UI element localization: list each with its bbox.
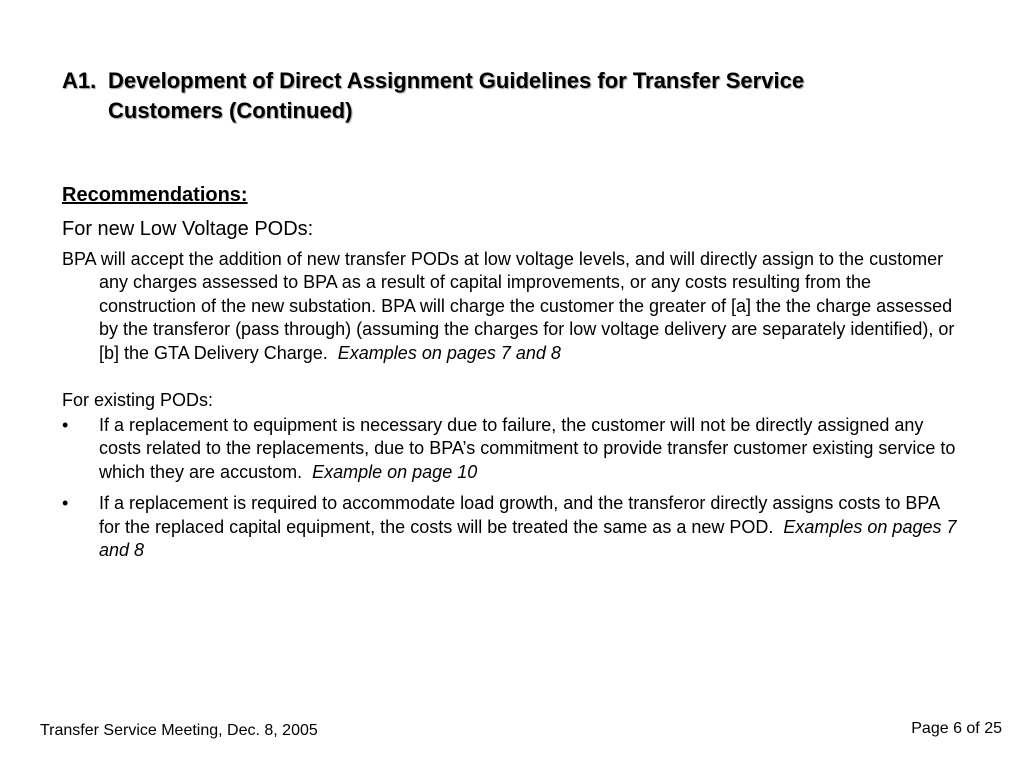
recommendations-heading: Recommendations:	[62, 184, 248, 206]
existing-pods-heading: For existing PODs:	[62, 390, 214, 411]
low-voltage-paragraph	[62, 248, 962, 365]
bullet-text	[99, 414, 962, 484]
title-text	[108, 66, 982, 126]
slide-content	[62, 182, 962, 570]
title-number: A1.	[62, 68, 97, 93]
footer-page-number: Page 6 of 25	[911, 720, 1002, 737]
low-voltage-text: BPA will accept the addition of new transfer PODs at low voltage levels, and will directly assign to the customer any charges assessed to BPA as a result of capital improvements, or any costs resulting from the construction of the new substation. BPA will charge the customer the greater of [a] the the charge assessed by the transferor (pass through) (assuming the charges for low voltage delivery are separately identified), or [b] the GTA Delivery Charge.	[62, 249, 955, 363]
list-item	[62, 414, 962, 484]
title-line-2: Customers (Continued)	[108, 98, 353, 123]
bullet-example-ref: Examples on pages 7 and 8	[99, 516, 957, 561]
title-row	[62, 66, 982, 126]
bullet-body: If a replacement is required to accommodate load growth, and the transferor directly assigns costs to BPA for the replaced capital equipment, the costs will be treated the same as a new POD.	[99, 493, 940, 537]
footer-meeting-info: Transfer Service Meeting, Dec. 8, 2005	[40, 722, 318, 739]
list-item	[62, 492, 962, 562]
bullet-body: If a replacement to equipment is necessary due to failure, the customer will not be directly assigned any costs related to the replacements, due to BPA’s commitment to provide transfer customer existing service to which they are accustom.	[99, 415, 956, 482]
bullet-marker: •	[62, 415, 69, 436]
title-line-1: Development of Direct Assignment Guidelines for Transfer Service	[108, 68, 805, 93]
slide-title	[62, 66, 982, 126]
bullet-marker: •	[62, 493, 69, 514]
bullet-text	[99, 492, 962, 562]
low-voltage-example-ref: Examples on pages 7 and 8	[337, 342, 561, 363]
bullet-example-ref: Example on page 10	[312, 461, 478, 482]
low-voltage-heading: For new Low Voltage PODs:	[62, 218, 314, 240]
